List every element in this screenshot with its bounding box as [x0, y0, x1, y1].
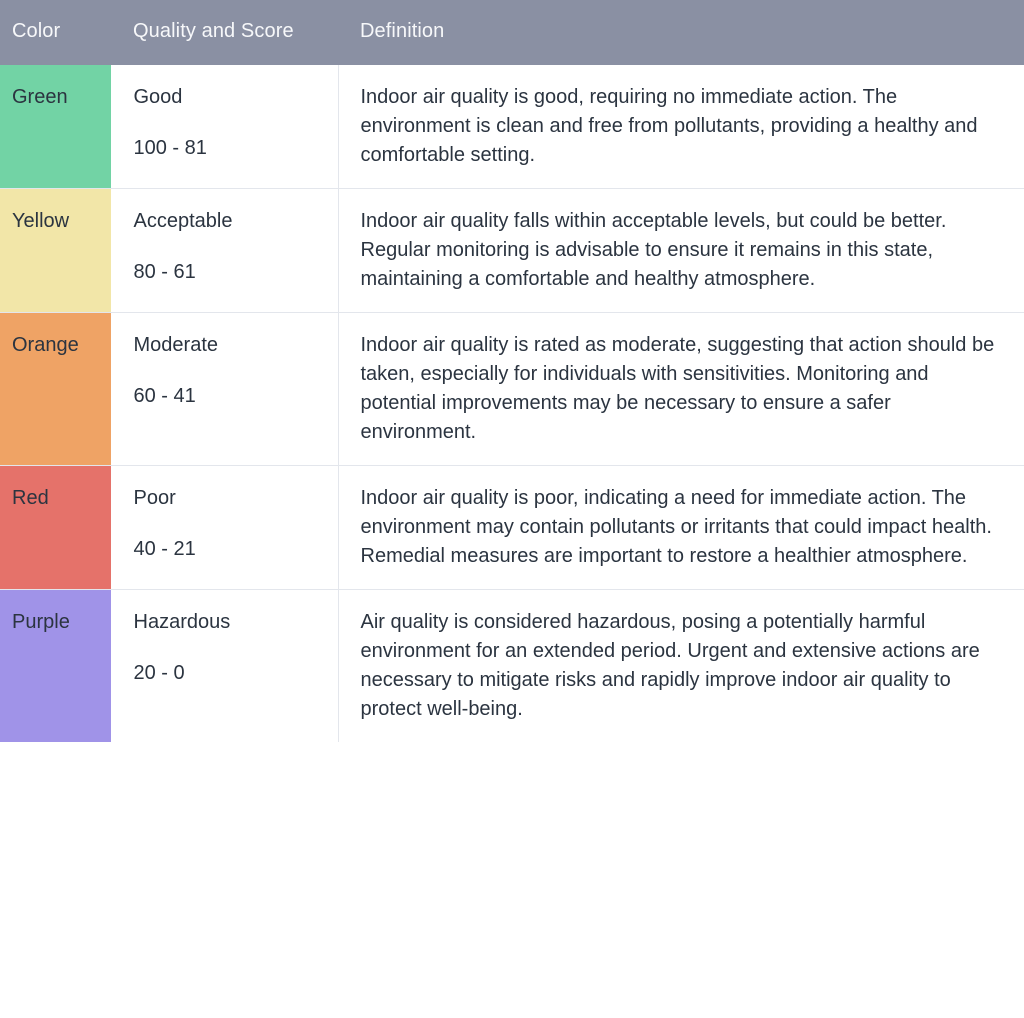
- color-swatch-cell: [0, 189, 111, 313]
- score-range: 60 - 41: [133, 385, 196, 407]
- definition-text: Indoor air quality falls within acceptable levels, but could be better. Regular monitoring is advisable to ensure it remains in this state, maintaining a comfortable and healthy atmosphere.: [360, 210, 947, 290]
- definition-cell: [338, 590, 1024, 743]
- color-swatch-cell: [0, 313, 111, 466]
- table-header: [0, 0, 1024, 65]
- color-swatch-cell: [0, 590, 111, 743]
- score-range: 80 - 61: [133, 261, 196, 283]
- column-header-definition: Definition: [338, 0, 1024, 65]
- column-header-quality-and-score: Quality and Score: [111, 0, 338, 65]
- quality-label: Poor: [133, 487, 176, 509]
- definition-text: Indoor air quality is rated as moderate, suggesting that action should be taken, especially for individuals with sensitivities. Monitoring and potential improvements may be necessary to ensure a safer environment.: [360, 334, 995, 443]
- quality-and-score-cell: [111, 466, 338, 590]
- color-label: Yellow: [12, 210, 70, 232]
- table-row: [0, 189, 1024, 313]
- quality-label: Good: [133, 86, 183, 108]
- definition-text: Air quality is considered hazardous, posing a potentially harmful environment for an extended period. Urgent and extensive actions are necessary to mitigate risks and rapidly improve indoor air quality to protect well-being.: [360, 611, 980, 720]
- quality-label: Hazardous: [133, 611, 231, 633]
- table-body: [0, 65, 1024, 742]
- color-swatch-cell: [0, 65, 111, 189]
- definition-text: Indoor air quality is poor, indicating a need for immediate action. The environment may contain pollutants or irritants that could impact health. Remedial measures are important to restore a healthier atmosphere.: [360, 487, 992, 567]
- definition-text: Indoor air quality is good, requiring no immediate action. The environment is clean and free from pollutants, providing a healthy and comfortable setting.: [360, 86, 978, 166]
- table-row: [0, 590, 1024, 743]
- definition-cell: [338, 65, 1024, 189]
- score-range: 100 - 81: [133, 137, 207, 159]
- definition-cell: [338, 313, 1024, 466]
- color-label: Purple: [12, 611, 70, 633]
- table-header-row: [0, 0, 1024, 65]
- table-row: [0, 313, 1024, 466]
- quality-and-score-cell: [111, 65, 338, 189]
- quality-and-score-cell: [111, 189, 338, 313]
- color-label: Red: [12, 487, 49, 509]
- definition-cell: [338, 189, 1024, 313]
- color-swatch-cell: [0, 466, 111, 590]
- quality-and-score-cell: [111, 590, 338, 743]
- quality-and-score-cell: [111, 313, 338, 466]
- quality-label: Moderate: [133, 334, 218, 356]
- color-label: Orange: [12, 334, 79, 356]
- color-label: Green: [12, 86, 68, 108]
- column-header-color: Color: [0, 0, 111, 65]
- table-row: [0, 466, 1024, 590]
- definition-cell: [338, 466, 1024, 590]
- score-range: 20 - 0: [133, 662, 185, 684]
- score-range: 40 - 21: [133, 538, 196, 560]
- table-row: [0, 65, 1024, 189]
- quality-label: Acceptable: [133, 210, 233, 232]
